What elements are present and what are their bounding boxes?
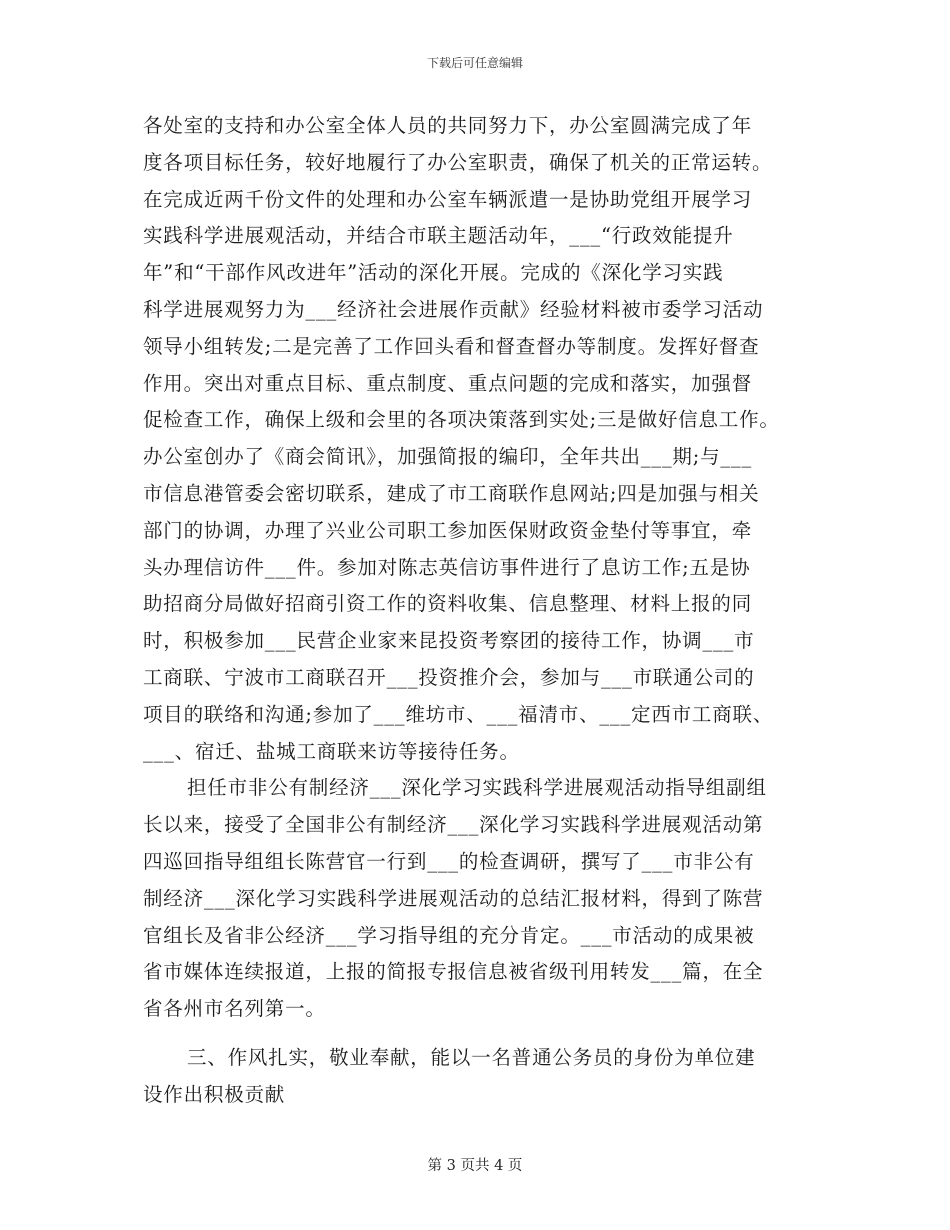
text-line: 领导小组转发;二是完善了工作回头看和督查督办等制度。发挥好督查 bbox=[143, 334, 760, 358]
text-line: 促检查工作，确保上级和会里的各项决策落到实处;三是做好信息工作。 bbox=[143, 408, 780, 432]
page-header: 下载后可任意编辑 bbox=[426, 56, 523, 70]
text-line: ___、宿迁、盐城工商联来访等接待任务。 bbox=[143, 739, 520, 763]
text-line: 作用。突出对重点目标、重点制度、重点问题的完成和落实，加强督 bbox=[143, 371, 753, 395]
text-line: 年”和“干部作风改进年”活动的深化开展。完成的《深化学习实践 bbox=[143, 261, 724, 285]
text-line: 工商联、宁波市工商联召开___投资推介会，参加与___市联通公司的 bbox=[143, 665, 755, 689]
text-line: 科学进展观努力为___经济社会进展作贡献》经验材料被市委学习活动 bbox=[143, 297, 764, 321]
text-line: 部门的协调，办理了兴业公司职工参加医保财政资金垫付等事宜，牵 bbox=[143, 518, 753, 542]
paragraph-3 bbox=[143, 1040, 823, 1114]
paragraph-2 bbox=[143, 770, 823, 1028]
text-line: 制经济___深化学习实践科学进展观活动的总结汇报材料，得到了陈营 bbox=[143, 886, 764, 910]
document-body bbox=[143, 108, 823, 1114]
text-line: 办公室创办了《商会简讯》，加强简报的编印，全年共出___期;与___ bbox=[143, 445, 753, 469]
text-line: 省各州市名列第一。 bbox=[143, 997, 326, 1021]
text-line: 助招商分局做好招商引资工作的资料收集、信息整理、材料上报的同 bbox=[143, 592, 753, 616]
text-line: 长以来，接受了全国非公有制经济___深化学习实践科学进展观活动第 bbox=[143, 813, 764, 837]
text-line: 实践科学进展观活动，并结合市联主题活动年，___“行政效能提升 bbox=[143, 224, 734, 248]
text-line: 各处室的支持和办公室全体人员的共同努力下，办公室圆满完成了年 bbox=[143, 114, 753, 137]
paragraph-1 bbox=[143, 108, 823, 770]
text-line: 时，积极参加___民营企业家来昆投资考察团的接待工作，协调___市 bbox=[143, 629, 755, 653]
section-heading-line: 设作出积极贡献 bbox=[143, 1082, 286, 1106]
text-line: 担任市非公有制经济___深化学习实践科学进展观活动指导组副组 bbox=[187, 776, 767, 800]
text-line: 在完成近两千份文件的处理和办公室车辆派遣一是协助党组开展学习 bbox=[143, 187, 753, 211]
text-line: 度各项目标任务，较好地履行了办公室职责，确保了机关的正常运转。 bbox=[143, 150, 773, 174]
page-number: 第 3 页共 4 页 bbox=[427, 1158, 523, 1174]
text-line: 省市媒体连续报道，上报的简报专报信息被省级刊用转发___篇，在全 bbox=[143, 960, 764, 984]
section-heading-line: 三、作风扎实，敬业奉献，能以一名普通公务员的身份为单位建 bbox=[187, 1045, 756, 1069]
text-line: 市信息港管委会密切联系，建成了市工商联作息网站;四是加强与相关 bbox=[143, 481, 760, 505]
paragraph-spacer bbox=[143, 1028, 823, 1040]
text-line: 官组长及省非公经济___学习指导组的充分肯定。___市活动的成果被 bbox=[143, 923, 755, 947]
text-line: 四巡回指导组组长陈营官一行到___的检查调研，撰写了___市非公有 bbox=[143, 849, 755, 873]
text-line: 头办理信访件___件。参加对陈志英信访事件进行了息访工作;五是协 bbox=[143, 555, 751, 579]
text-line: 项目的联络和沟通;参加了___维坊市、___福清市、___定西市工商联、 bbox=[143, 702, 774, 726]
